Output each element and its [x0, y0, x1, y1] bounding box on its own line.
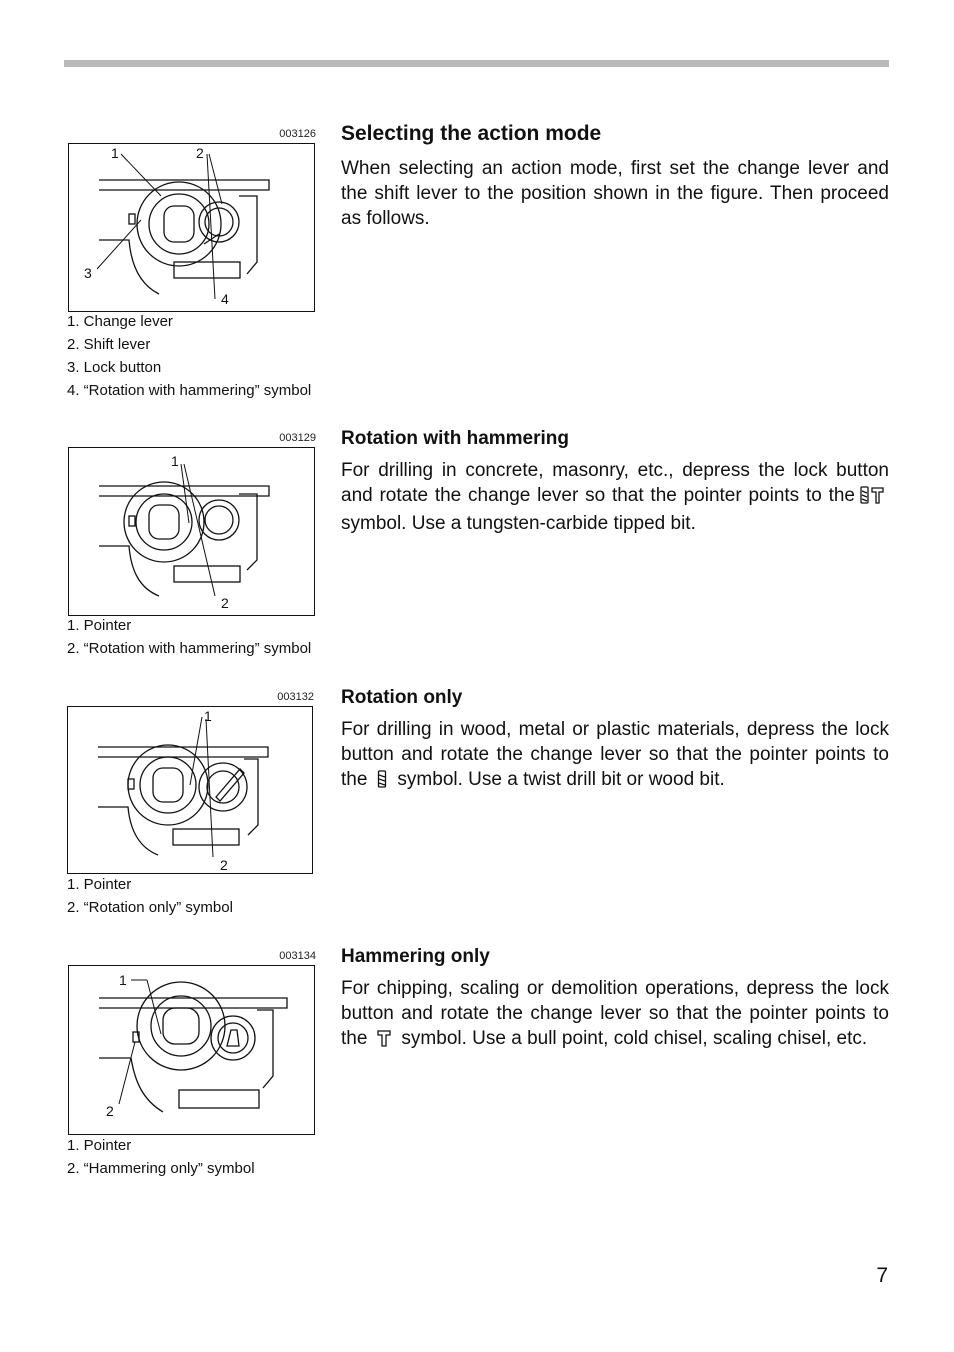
body-text-after: symbol. Use a bull point, cold chisel, scaling chisel, etc.: [401, 1028, 868, 1049]
legend-item: 2. Shift lever: [67, 336, 151, 353]
hammer-icon: [377, 1029, 391, 1054]
figure-code: 003129: [279, 432, 316, 444]
header-rule: [64, 60, 889, 67]
callout-1: 1: [119, 972, 127, 988]
rotation-hammer-icon: [859, 486, 885, 511]
section-title: Hammering only: [341, 946, 490, 967]
section-title: Selecting the action mode: [341, 122, 602, 145]
figure-rotation-only: [67, 706, 313, 874]
tool-illustration: [69, 966, 313, 1133]
legend-item: 1. Change lever: [67, 313, 173, 330]
body-text-after: symbol. Use a tungsten-carbide tipped bit.: [341, 513, 696, 534]
body-text-before: For chipping, scaling or demolition operations, depress the lock button and rotate the change lever so that the pointer points to the: [341, 978, 889, 1049]
callout-1: 1: [171, 453, 179, 469]
section-body: [341, 976, 889, 1054]
figure-rotation-hammering: [68, 447, 315, 616]
legend-item: 1. Pointer: [67, 1137, 132, 1154]
figure-code: 003126: [279, 128, 316, 140]
tool-illustration: [69, 144, 313, 310]
figure-legend: [67, 614, 311, 660]
legend-item: 2. “Rotation with hammering” symbol: [67, 640, 312, 657]
legend-item: 1. Pointer: [67, 876, 132, 893]
callout-2: 2: [196, 145, 204, 161]
figure-code: 003132: [277, 691, 314, 703]
tool-illustration: [69, 448, 313, 614]
drill-bit-icon: [377, 770, 387, 795]
figure-legend: [67, 1134, 255, 1180]
legend-item: 2. “Rotation only” symbol: [67, 899, 233, 916]
callout-2: 2: [221, 595, 229, 611]
callout-3: 3: [84, 265, 92, 281]
callout-1: 1: [204, 708, 212, 724]
section-title: Rotation with hammering: [341, 428, 569, 449]
legend-item: 4. “Rotation with hammering” symbol: [67, 382, 312, 399]
legend-item: 1. Pointer: [67, 617, 132, 634]
callout-2: 2: [106, 1103, 114, 1119]
body-text-before: For drilling in wood, metal or plastic materials, depress the lock button and rotate the change lever so that the pointer points to the: [341, 719, 889, 790]
section-body: When selecting an action mode, first set the change lever and the shift lever to the position shown in the figure. Then proceed as follows.: [341, 158, 889, 229]
section-body: [341, 717, 889, 795]
legend-item: 2. “Hammering only” symbol: [67, 1160, 255, 1177]
page-number: 7: [876, 1264, 888, 1287]
callout-2: 2: [220, 857, 228, 872]
figure-change-lever: [68, 143, 315, 312]
section-title: Rotation only: [341, 687, 463, 708]
tool-illustration: [68, 707, 311, 872]
figure-hammering-only: [68, 965, 315, 1135]
callout-1: 1: [111, 145, 119, 161]
body-text-after: symbol. Use a twist drill bit or wood bit.: [397, 769, 725, 790]
figure-code: 003134: [279, 950, 316, 962]
legend-item: 3. Lock button: [67, 359, 162, 376]
figure-legend: [67, 310, 311, 402]
figure-legend: [67, 873, 233, 919]
body-text-before: For drilling in concrete, masonry, etc., depress the lock button and rotate the change lever so that the pointer points to the: [341, 460, 889, 506]
callout-4: 4: [221, 291, 229, 307]
section-body: [341, 458, 889, 536]
